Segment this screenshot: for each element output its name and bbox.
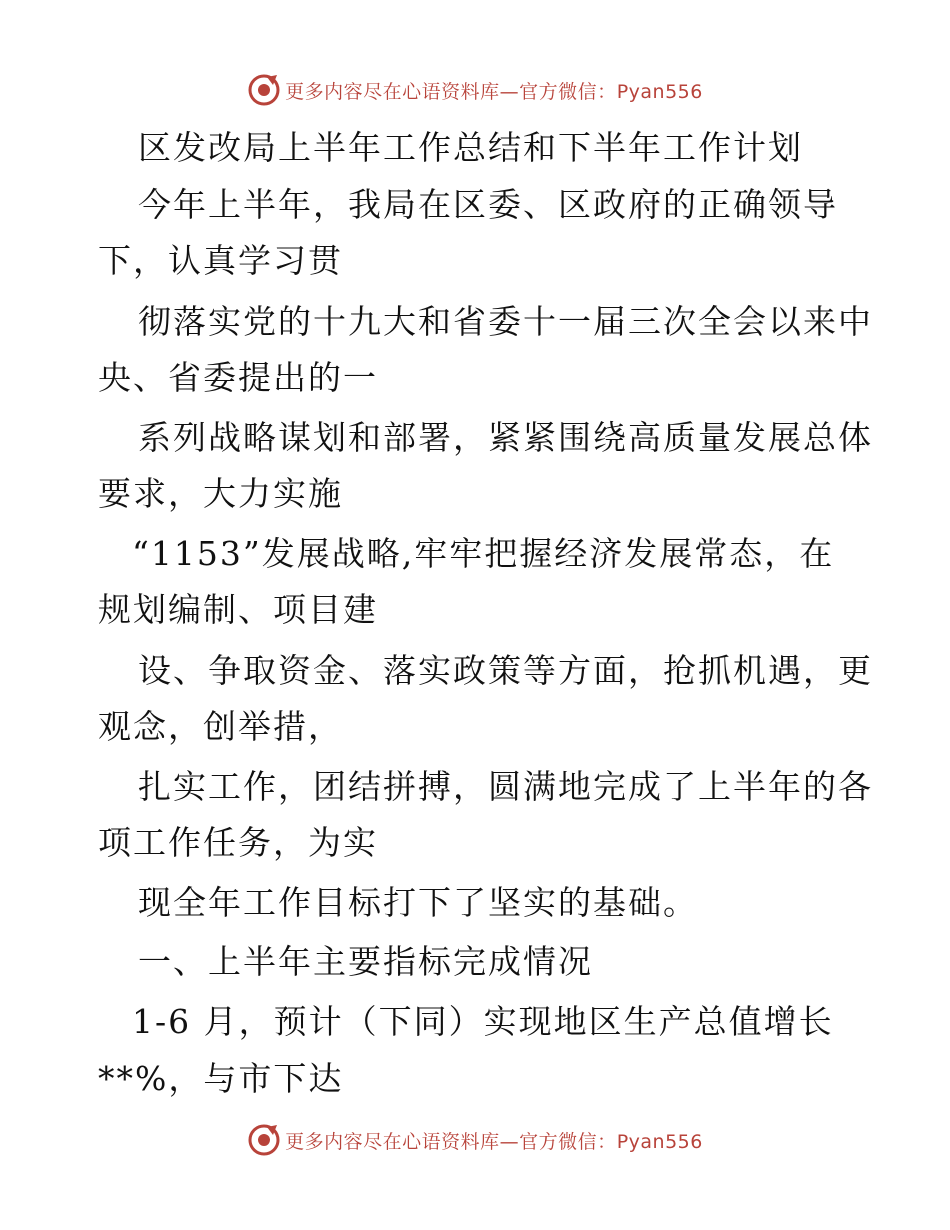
banner-handle: Pyan556 bbox=[616, 80, 703, 103]
paragraph-line: 设、争取资金、落实政策等方面，抢抓机遇，更 bbox=[138, 651, 873, 690]
paragraph-line: 扎实工作，团结拼搏，圆满地完成了上半年的各 bbox=[138, 767, 873, 806]
paragraph-line: 现全年工作目标打下了坚实的基础。 bbox=[138, 883, 698, 922]
paragraph-line: 央、省委提出的一 bbox=[98, 358, 378, 397]
header-banner bbox=[0, 70, 950, 110]
banner-text bbox=[285, 1127, 703, 1154]
paragraph-line: 下，认真学习贯 bbox=[98, 241, 343, 280]
paragraph-line: **%，与市下达 bbox=[98, 1059, 344, 1098]
banner-prefix: 更多内容尽在心语资料库— bbox=[285, 1130, 520, 1153]
paragraph-line: 今年上半年，我局在区委、区政府的正确领导 bbox=[138, 185, 838, 224]
document-title: 区发改局上半年工作总结和下半年工作计划 bbox=[138, 128, 803, 167]
paragraph-line: 项工作任务，为实 bbox=[98, 823, 378, 862]
banner-handle: Pyan556 bbox=[616, 1130, 703, 1153]
paragraph-line: “1153”发展战略,牢牢把握经济发展常态，在 bbox=[132, 534, 835, 573]
paragraph-line: 系列战略谋划和部署，紧紧围绕高质量发展总体 bbox=[138, 418, 873, 457]
banner-suffix: 官方微信： bbox=[519, 1130, 617, 1153]
banner-suffix: 官方微信： bbox=[519, 80, 617, 103]
banner-prefix: 更多内容尽在心语资料库— bbox=[285, 80, 520, 103]
paragraph-line: 1-6 月，预计（下同）实现地区生产总值增长 bbox=[132, 1002, 834, 1041]
paragraph-line: 观念，创举措， bbox=[98, 707, 343, 746]
logo-icon bbox=[247, 73, 281, 107]
paragraph-line: 彻落实党的十九大和省委十一届三次全会以来中 bbox=[138, 302, 873, 341]
paragraph-line: 要求，大力实施 bbox=[98, 474, 343, 513]
logo-icon bbox=[247, 1123, 281, 1157]
paragraph-line: 规划编制、项目建 bbox=[98, 590, 378, 629]
footer-banner bbox=[0, 1120, 950, 1160]
section-heading: 一、上半年主要指标完成情况 bbox=[138, 942, 593, 981]
banner-text bbox=[285, 77, 703, 104]
